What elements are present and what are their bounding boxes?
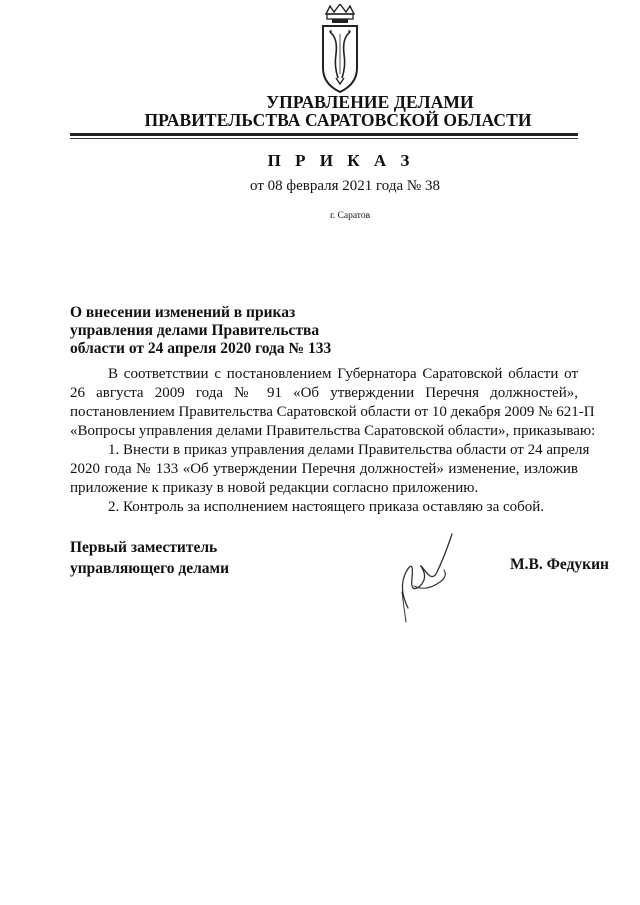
body-line: 2020 года № 133 «Об утверждении Перечня должностей» изменение, изложив	[70, 461, 578, 477]
document-type-title: П Р И К А З	[267, 151, 415, 170]
body-line: «Вопросы управления делами Правительства Саратовской области», приказываю:	[70, 423, 596, 439]
subject-line: управления делами Правительства	[70, 322, 320, 339]
order-city: г. Саратов	[329, 211, 371, 221]
position-line: управляющего делами	[70, 560, 230, 577]
signatory-name: М.В. Федукин	[510, 556, 609, 573]
order-body	[70, 365, 596, 517]
position-line: Первый заместитель	[70, 539, 218, 556]
body-line: В соответствии с постановлением Губернатора Саратовской области от	[108, 366, 578, 382]
body-line: 1. Внести в приказ управления делами Правительства области от 24 апреля	[108, 442, 590, 458]
header-rule-thin	[70, 138, 578, 139]
signatory-position	[70, 537, 229, 579]
coat-of-arms-icon	[318, 4, 362, 96]
organization-name-line2: ПРАВИТЕЛЬСТВА САРАТОВСКОЙ ОБЛАСТИ	[144, 110, 532, 130]
order-date-number: от 08 февраля 2021 года № 38	[250, 178, 440, 194]
body-line: 2. Контроль за исполнением настоящего приказа оставляю за собой.	[108, 499, 545, 515]
handwritten-signature	[392, 528, 472, 624]
subject-line: О внесении изменений в приказ	[70, 304, 296, 321]
header-rule-thick	[70, 133, 578, 136]
body-line: постановлением Правительства Саратовской области от 10 декабря 2009 № 621-П	[70, 404, 595, 420]
subject-line: области от 24 апреля 2020 года № 133	[70, 340, 332, 357]
organization-name-line1: УПРАВЛЕНИЕ ДЕЛАМИ	[266, 92, 474, 112]
body-line: приложение к приказу в новой редакции согласно приложению.	[70, 480, 479, 496]
order-subject	[70, 304, 331, 358]
body-line: 26 августа 2009 года № 91 «Об утверждении Перечня должностей»,	[70, 385, 578, 401]
